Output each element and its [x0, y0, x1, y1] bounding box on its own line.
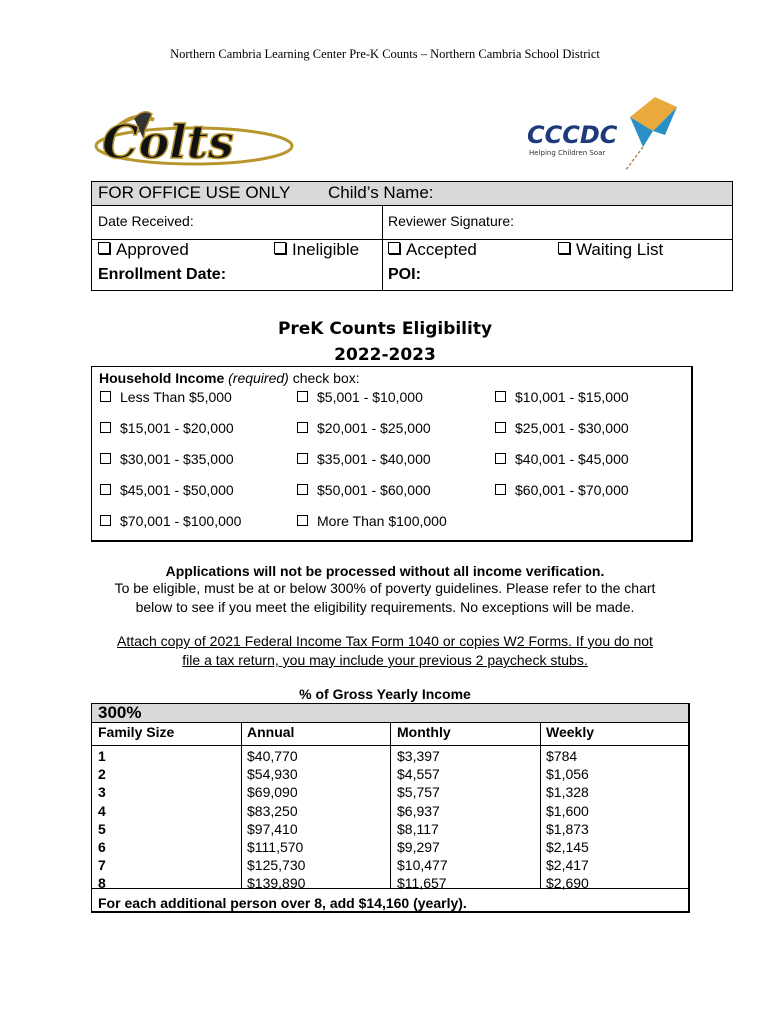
- table-band-label: 300%: [98, 703, 142, 722]
- income-option[interactable]: [495, 389, 629, 405]
- family-size-cell: 8: [98, 875, 106, 892]
- income-option-checkbox[interactable]: [297, 453, 308, 464]
- check-box-label: check box:: [292, 370, 360, 386]
- income-option[interactable]: [100, 482, 234, 498]
- weekly-cell: $2,145: [546, 839, 589, 856]
- income-option-label: $10,001 - $15,000: [515, 389, 629, 405]
- annual-cell: $54,930: [247, 766, 298, 783]
- approved-checkbox[interactable]: [98, 242, 110, 254]
- family-size-cell: 4: [98, 802, 106, 819]
- income-option-checkbox[interactable]: [495, 453, 506, 464]
- household-income-box: [91, 366, 693, 542]
- income-option[interactable]: [297, 389, 423, 405]
- income-option-checkbox[interactable]: [495, 422, 506, 433]
- annual-cell: $125,730: [247, 857, 306, 874]
- office-title-row: [92, 182, 732, 206]
- monthly-column: [397, 747, 448, 893]
- annual-cell: $97,410: [247, 820, 298, 837]
- weekly-cell: $1,600: [546, 802, 589, 819]
- income-option-checkbox[interactable]: [297, 391, 308, 402]
- income-option-label: Less Than $5,000: [120, 389, 232, 405]
- income-option-label: $50,001 - $60,000: [317, 482, 431, 498]
- col-divider: [540, 722, 541, 888]
- income-option-checkbox[interactable]: [100, 391, 111, 402]
- form-year: 2022-2023: [334, 345, 436, 365]
- family-size-cell: 1: [98, 748, 106, 764]
- annual-cell: $69,090: [247, 784, 298, 801]
- income-option-checkbox[interactable]: [297, 484, 308, 495]
- family-size-column: [98, 747, 106, 893]
- reviewer-signature-label: Reviewer Signature:: [388, 213, 515, 229]
- income-option[interactable]: [100, 389, 232, 405]
- office-use-box: [91, 181, 733, 291]
- monthly-cell: $9,297: [397, 839, 440, 856]
- table-footer-note: For each additional person over 8, add $14,160 (yearly).: [98, 895, 467, 911]
- household-income-label: Household Income: [99, 370, 225, 386]
- income-option-label: $30,001 - $35,000: [120, 451, 234, 467]
- cccdc-tagline: Helping Children Soar: [529, 149, 606, 157]
- col-divider: [390, 722, 391, 888]
- weekly-cell: $784: [546, 748, 578, 764]
- monthly-cell: $8,117: [397, 820, 439, 837]
- annual-cell: $139,890: [247, 875, 306, 892]
- monthly-cell: $4,557: [397, 766, 440, 783]
- family-size-cell: 2: [98, 766, 106, 783]
- weekly-cell: $1,056: [546, 766, 589, 783]
- office-row-2: [92, 205, 732, 240]
- income-option-label: $45,001 - $50,000: [120, 482, 234, 498]
- footer-rule: [92, 888, 688, 889]
- income-option[interactable]: [100, 513, 241, 529]
- income-option-checkbox[interactable]: [297, 515, 308, 526]
- enrollment-date-label: Enrollment Date:: [98, 266, 227, 283]
- income-option-label: $25,001 - $30,000: [515, 420, 629, 436]
- colts-logo: [94, 100, 299, 172]
- approved-option[interactable]: Approved: [98, 240, 189, 260]
- income-option-checkbox[interactable]: [100, 484, 111, 495]
- income-option-checkbox[interactable]: [495, 391, 506, 402]
- verification-note: Applications will not be processed without all income verification.: [165, 563, 605, 579]
- income-option-label: $35,001 - $40,000: [317, 451, 431, 467]
- waiting-list-checkbox[interactable]: [558, 242, 570, 254]
- header-family-size: Family Size: [98, 724, 175, 740]
- family-size-cell: 7: [98, 857, 106, 874]
- family-size-cell: 5: [98, 820, 106, 837]
- income-table: [91, 703, 690, 913]
- monthly-cell: $6,937: [397, 802, 440, 819]
- income-option-label: $15,001 - $20,000: [120, 420, 234, 436]
- weekly-cell: $1,873: [546, 820, 589, 837]
- income-option[interactable]: [495, 482, 629, 498]
- income-option[interactable]: [297, 420, 431, 436]
- weekly-cell: $2,690: [546, 875, 589, 892]
- income-option[interactable]: [100, 420, 234, 436]
- income-option[interactable]: [297, 451, 431, 467]
- income-option-label: $5,001 - $10,000: [317, 389, 423, 405]
- required-label: (required): [228, 370, 289, 386]
- office-row-3: [92, 239, 732, 291]
- income-option-checkbox[interactable]: [100, 515, 111, 526]
- document-header: Northern Cambria Learning Center Pre-K Counts – Northern Cambria School District: [170, 47, 600, 61]
- poi-label: POI:: [388, 266, 421, 283]
- annual-cell: $111,570: [247, 839, 304, 856]
- accepted-option[interactable]: Accepted: [388, 240, 477, 260]
- form-title: PreK Counts Eligibility: [277, 319, 493, 339]
- ineligible-option[interactable]: Ineligible: [274, 240, 359, 260]
- family-size-cell: 3: [98, 784, 106, 801]
- ineligible-checkbox[interactable]: [274, 242, 286, 254]
- attach-note-line2: file a tax return, you may include your previous 2 paycheck stubs.: [182, 652, 588, 668]
- waiting-list-option[interactable]: Waiting List: [558, 240, 663, 260]
- income-option[interactable]: [100, 451, 234, 467]
- income-option[interactable]: [495, 420, 629, 436]
- cccdc-logo: [525, 95, 685, 175]
- family-size-cell: 6: [98, 839, 106, 856]
- eligibility-note-line1: To be eligible, must be at or below 300% of poverty guidelines. Please refer to the chart: [114, 580, 656, 596]
- date-received-label: Date Received:: [98, 213, 194, 229]
- cccdc-logo-text: CCCDC: [527, 121, 618, 149]
- income-option-label: More Than $100,000: [317, 513, 447, 529]
- header-weekly: Weekly: [546, 724, 594, 740]
- income-option-label: $40,001 - $45,000: [515, 451, 629, 467]
- accepted-checkbox[interactable]: [388, 242, 400, 254]
- header-monthly: Monthly: [397, 724, 451, 740]
- annual-cell: $83,250: [247, 802, 298, 819]
- monthly-cell: $5,757: [397, 784, 440, 801]
- colts-logo-text: Colts: [102, 115, 234, 169]
- weekly-cell: $1,328: [546, 784, 589, 801]
- monthly-cell: $3,397: [397, 748, 440, 764]
- income-option-checkbox[interactable]: [495, 484, 506, 495]
- child-name-label: Child’s Name:: [328, 183, 434, 202]
- eligibility-note-line2: below to see if you meet the eligibility requirements. No exceptions will be made.: [135, 599, 635, 615]
- income-option[interactable]: [297, 482, 431, 498]
- header-annual: Annual: [247, 724, 295, 740]
- annual-cell: $40,770: [247, 748, 298, 764]
- income-option-checkbox[interactable]: [297, 422, 308, 433]
- table-caption: % of Gross Yearly Income: [299, 686, 471, 702]
- header-rule: [92, 745, 688, 746]
- income-option-label: $70,001 - $100,000: [120, 513, 242, 529]
- income-option[interactable]: [297, 513, 447, 529]
- income-option[interactable]: [495, 451, 629, 467]
- annual-column: [247, 747, 305, 893]
- col-divider: [241, 722, 242, 888]
- household-income-heading: [99, 370, 360, 386]
- income-option-checkbox[interactable]: [100, 422, 111, 433]
- table-band: [92, 704, 688, 723]
- weekly-cell: $2,417: [546, 857, 589, 874]
- income-option-label: $60,001 - $70,000: [515, 482, 629, 498]
- income-option-checkbox[interactable]: [100, 453, 111, 464]
- attach-note-line1: Attach copy of 2021 Federal Income Tax Form 1040 or copies W2 Forms. If you do not: [117, 633, 653, 649]
- office-use-title: FOR OFFICE USE ONLY: [98, 183, 291, 202]
- monthly-cell: $10,477: [397, 857, 448, 874]
- weekly-column: [546, 747, 589, 893]
- monthly-cell: $11,657: [397, 875, 447, 892]
- income-option-label: $20,001 - $25,000: [317, 420, 431, 436]
